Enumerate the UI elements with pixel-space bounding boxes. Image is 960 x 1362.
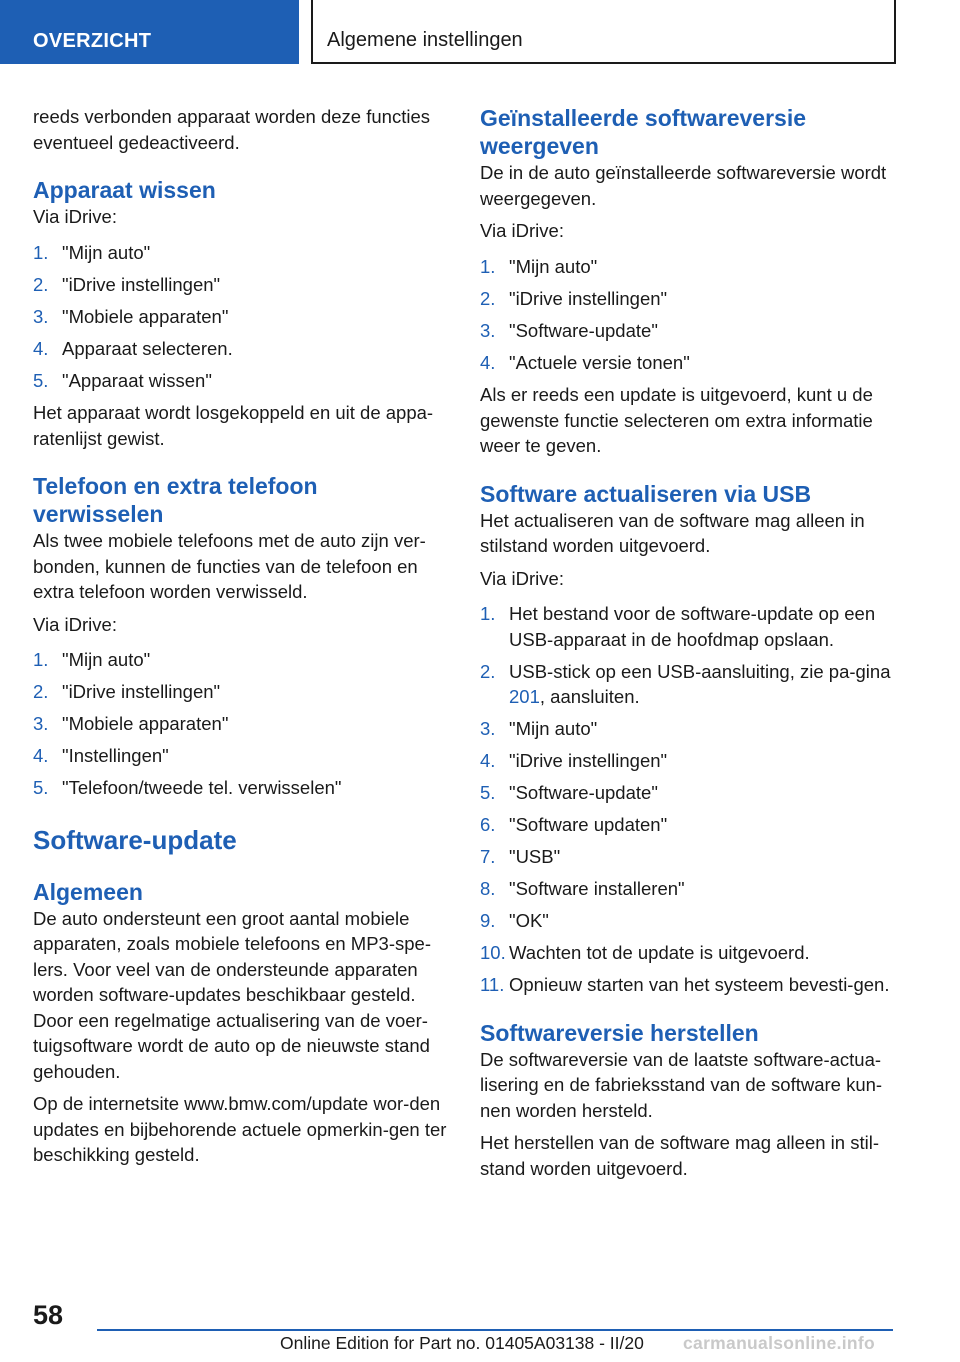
list-item [480,286,895,312]
step-number: 3. [480,319,496,341]
step-text: "Mobiele apparaten" [62,305,229,327]
step-text: "iDrive instellingen" [62,273,221,295]
step-text: "Mijn auto" [509,255,598,277]
step-text: "Apparaat wissen" [62,369,212,391]
watermark: carmanualsonline.info [683,1333,876,1353]
list-item [480,908,895,934]
apparaat-wissen-heading: Apparaat wissen [33,177,216,203]
header-chapter-title: Algemene instellingen [311,0,896,64]
list-item [33,240,448,266]
step-number: 2. [480,287,496,309]
list-item [480,350,895,376]
step-text: "USB" [509,846,561,867]
list-item [480,318,895,344]
step-number: 1. [480,255,496,277]
list-item [480,659,895,710]
step-number: 9. [480,910,496,931]
step-text: Apparaat selecteren. [62,337,233,359]
step-text-pre: USB-stick op een USB-aansluiting, zie pa-gina [509,660,891,682]
list-item [480,716,895,742]
list-item [480,812,895,838]
step-text: "Instellingen" [62,745,169,766]
list-item [33,679,448,705]
usb-update-text: Het actualiseren van de software mag alleen in stilstand worden uitgevoerd. [480,509,865,556]
usb-update-via: Via iDrive: [480,567,564,589]
list-item [480,254,895,280]
step-number: 4. [33,337,49,359]
apparaat-wissen-result: Het apparaat wordt losgekoppeld en uit de appa-ratenlijst gewist. [33,402,434,449]
softwareversie-weergeven-text: De in de auto geïnstalleerde softwareversie wordt weergegeven. [480,162,887,209]
step-text: Opnieuw starten van het systeem bevesti-gen. [509,974,890,995]
step-text-post: , aansluiten. [539,686,640,707]
list-item [480,780,895,806]
step-text: "Mijn auto" [62,241,151,263]
list-item [33,336,448,362]
footer-edition: Online Edition for Part no. 01405A03138 - II/20 [280,1333,644,1353]
list-item [480,748,895,774]
software-update-heading: Software-update [33,824,237,855]
step-number: 5. [480,782,496,803]
softwareversie-weergeven-heading: Geïnstalleerde softwareversie weergeven [480,105,806,159]
step-text: "iDrive instellingen" [509,750,668,771]
step-text: Wachten tot de update is uitgevoerd. [509,942,810,963]
step-text: "Software-update" [509,319,658,341]
softwareversie-weergeven-steps [480,254,895,376]
list-item [33,304,448,330]
step-number: 3. [33,713,49,734]
telefoon-wisselen-text: Als twee mobiele telefoons met de auto zijn ver-bonden, kunnen de functies van de telefoon en extra telefoon worden verwisseld. [33,530,426,602]
algemeen-heading: Algemeen [33,878,143,905]
footer-divider [97,1329,893,1331]
step-text: "iDrive instellingen" [62,681,221,702]
softwareversie-weergeven-after: Als er reeds een update is uitgevoerd, kunt u de gewenste functie selecteren om extra informatie weer te geven. [480,384,873,456]
softwareversie-weergeven-via: Via iDrive: [480,220,564,241]
list-item [33,647,448,673]
step-text: "Mobiele apparaten" [62,713,229,734]
algemeen-paragraph-2: Op de internetsite www.bmw.com/update wor-den updates en bijbehorende actuele opmerkin-gen ter beschikking gesteld. [33,1093,447,1165]
right-column [480,104,895,1188]
step-text: "Mijn auto" [509,718,598,739]
list-item [33,368,448,394]
step-number: 8. [480,878,496,899]
step-number: 1. [33,241,49,263]
page-number: 58 [33,1300,64,1330]
step-number: 1. [33,649,49,670]
step-number: 3. [33,305,49,327]
step-text: "Software updaten" [509,814,668,835]
list-item [33,711,448,737]
left-column [33,104,448,1175]
step-number: 4. [480,351,496,373]
step-text: "iDrive instellingen" [509,287,668,309]
step-number: 1. [480,603,496,624]
list-item [480,844,895,870]
list-item [480,940,895,966]
herstellen-paragraph-2: Het herstellen van de software mag alleen in stil-stand worden uitgevoerd. [480,1132,879,1179]
telefoon-wisselen-heading: Telefoon en extra telefoon verwisselen [33,473,318,527]
apparaat-wissen-steps [33,240,448,394]
telefoon-wisselen-via: Via iDrive: [33,613,117,635]
softwareversie-herstellen-heading: Softwareversie herstellen [480,1019,759,1046]
step-text: "Mijn auto" [62,649,151,670]
list-item [33,775,448,801]
step-text: "Telefoon/tweede tel. verwisselen" [62,777,342,798]
usb-update-steps [480,601,895,998]
step-text: "Software-update" [509,782,658,803]
usb-update-heading: Software actualiseren via USB [480,480,812,507]
step-number: 10. [480,942,506,963]
step-number: 5. [33,369,49,391]
step-number: 2. [480,660,496,682]
algemeen-paragraph-1: De auto ondersteunt een groot aantal mobiele apparaten, zoals mobiele telefoons en MP3-spe-lers. Voor veel van de ondersteunde apparaten worden software-updates beschikbaar gesteld. Door een regelmatige actualisering van de voer-tuigsoftware wordt de auto op de nieuwste stand gehouden. [33,907,431,1082]
step-number: 3. [480,718,496,739]
list-item [480,601,895,652]
step-number: 11. [480,974,505,995]
intro-paragraph: reeds verbonden apparaat worden deze functies eventueel gedeactiveerd. [33,106,430,153]
apparaat-wissen-via: Via iDrive: [33,206,117,227]
header-section-tab: OVERZICHT [0,0,299,64]
list-item [480,876,895,902]
step-number: 2. [33,681,49,702]
list-item [33,743,448,769]
step-number: 2. [33,273,49,295]
step-number: 5. [33,777,49,798]
list-item [33,272,448,298]
step-number: 6. [480,814,496,835]
telefoon-wisselen-steps [33,647,448,801]
step-text: "Software installeren" [509,878,685,899]
step-number: 7. [480,846,496,867]
step-text: "OK" [509,910,549,931]
page-reference-link[interactable]: 201 [509,686,540,707]
step-text: "Actuele versie tonen" [509,351,690,373]
step-number: 4. [480,750,496,771]
list-item [480,972,895,998]
step-text [509,659,895,710]
step-text: Het bestand voor de software-update op een USB-apparaat in de hoofdmap opslaan. [509,603,876,650]
herstellen-paragraph-1: De softwareversie van de laatste software-actua-lisering en de fabrieksstand van de software kun-nen worden hersteld. [480,1048,883,1121]
step-number: 4. [33,745,49,766]
